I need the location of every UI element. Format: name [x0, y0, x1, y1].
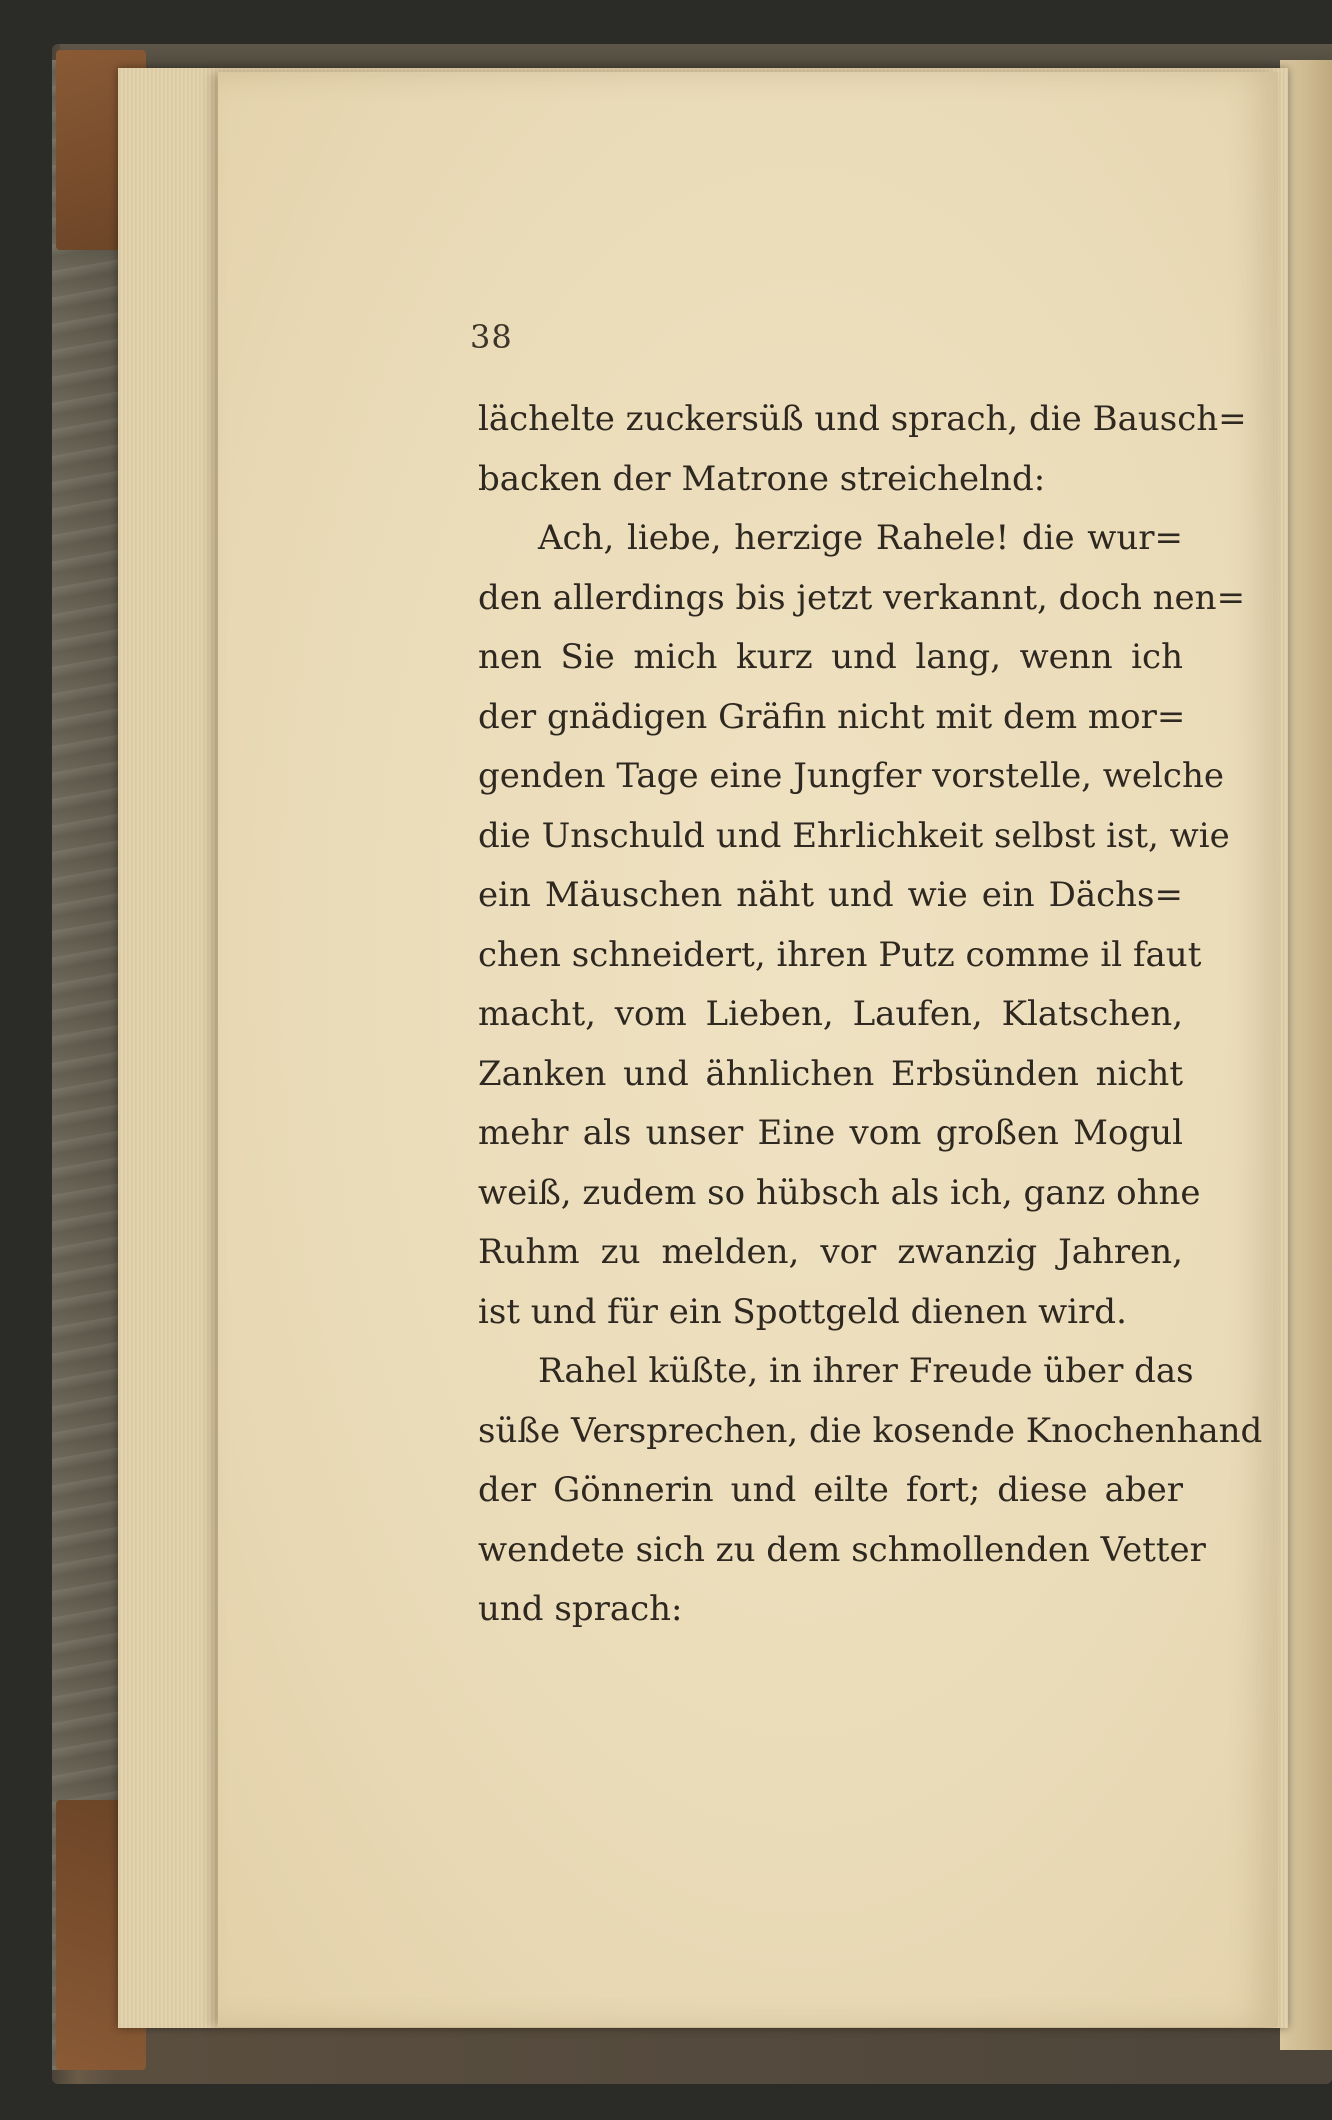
text-line: und sprach:: [478, 1589, 683, 1629]
text-line: Zanken und ähnlichen Erbsünden nicht: [478, 1053, 1183, 1094]
text-line: die Unschuld und Ehrlichkeit selbst ist, wie: [478, 815, 1230, 856]
text-line: süße Versprechen, die kosende Knochenhand: [478, 1410, 1263, 1451]
text-line: macht, vom Lieben, Laufen, Klatschen,: [478, 994, 1183, 1034]
page-number: 38: [470, 318, 513, 356]
text-line: Rahel küßte, in ihrer Freude über das: [538, 1351, 1194, 1391]
text-line: der gnädigen Gräfin nicht mit dem mor=: [478, 696, 1186, 737]
text-line: ist und für ein Spottgeld dienen wird.: [478, 1291, 1127, 1332]
text-line: den allerdings bis jetzt verkannt, doch nen=: [478, 577, 1246, 618]
text-line: genden Tage eine Jungfer vorstelle, welche: [478, 756, 1224, 796]
text-line: der Gönnerin und eilte fort; diese aber: [478, 1470, 1183, 1510]
text-line: chen schneidert, ihren Putz comme il faut: [478, 934, 1202, 975]
body-text: [478, 390, 1263, 1640]
text-line: Ruhm zu melden, vor zwanzig Jahren,: [478, 1232, 1183, 1272]
text-line: backen der Matrone streichelnd:: [478, 458, 1046, 499]
text-line: nen Sie mich kurz und lang, wenn ich: [478, 637, 1183, 677]
text-line: Ach, liebe, herzige Rahele! die wur=: [538, 518, 1183, 558]
text-line: mehr als unser Eine vom großen Mogul: [478, 1113, 1183, 1153]
text-line: lächelte zuckersüß und sprach, die Bausch=: [478, 399, 1247, 439]
text-line: wendete sich zu dem schmollenden Vetter: [478, 1529, 1206, 1570]
text-line: ein Mäuschen näht und wie ein Dächs=: [478, 875, 1183, 915]
text-line: weiß, zudem so hübsch als ich, ganz ohne: [478, 1172, 1201, 1213]
marbled-cover-board: [52, 60, 122, 2070]
